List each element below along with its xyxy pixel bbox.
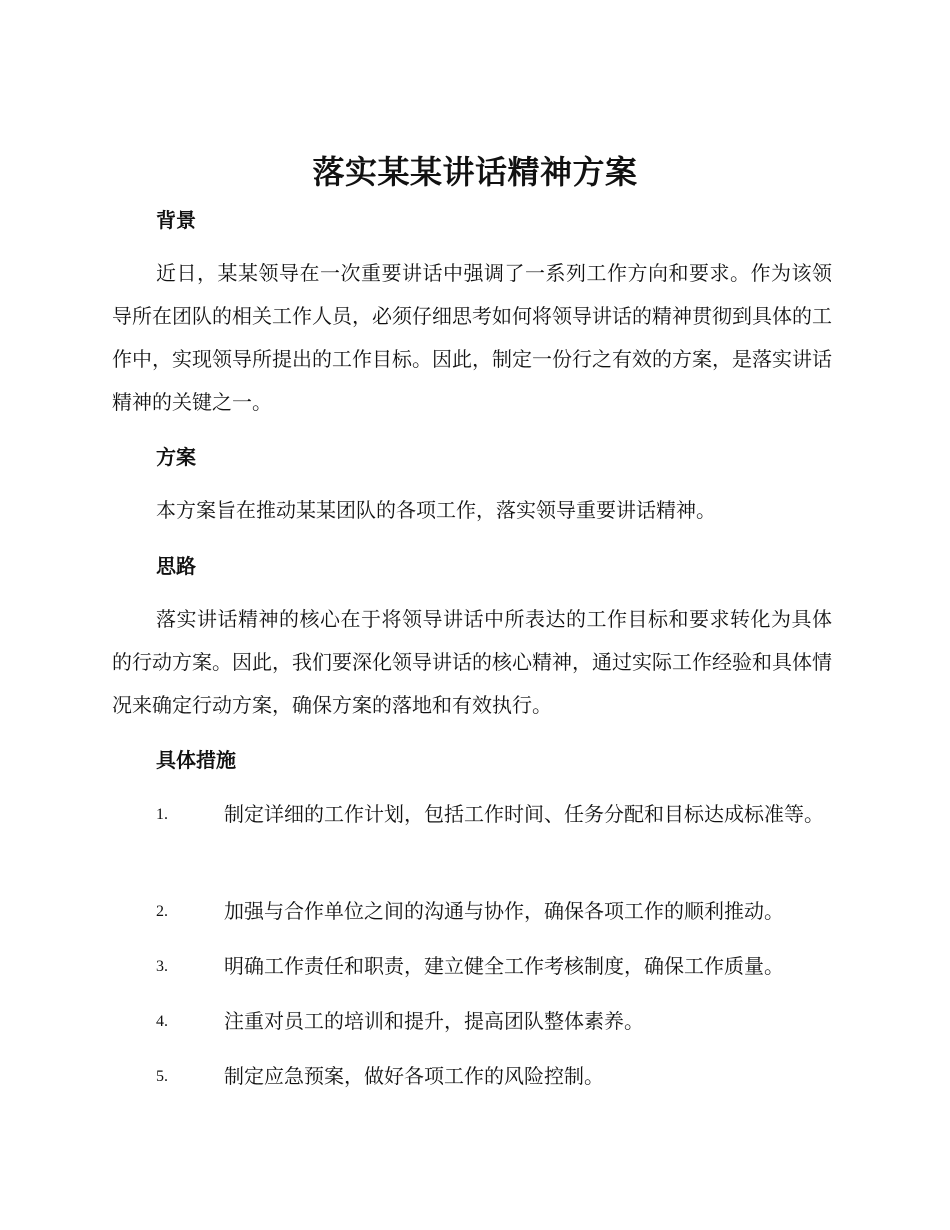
list-item [112, 793, 832, 836]
list-item-number: 2. [156, 903, 168, 920]
document-title: 落实某某讲话精神方案 [312, 153, 638, 191]
list-item-number: 5. [156, 1068, 168, 1085]
list-item [112, 890, 832, 933]
list-item-text: 制定应急预案，做好各项工作的风险控制。 [224, 1064, 604, 1088]
section-heading-approach: 思路 [156, 554, 196, 578]
paragraph-plan: 本方案旨在推动某某团队的各项工作，落实领导重要讲话精神。 [156, 498, 716, 522]
list-item-text: 明确工作责任和职责，建立健全工作考核制度，确保工作质量。 [224, 954, 784, 978]
list-item-number: 4. [156, 1013, 168, 1030]
section-heading-plan: 方案 [156, 445, 196, 469]
list-item [112, 1000, 832, 1043]
section-heading-background: 背景 [156, 208, 196, 232]
section-heading-measures: 具体措施 [156, 748, 236, 772]
list-item [112, 945, 832, 988]
list-item-text: 制定详细的工作计划，包括工作时间、任务分配和目标达成标准等。 [224, 802, 824, 826]
list-item-text: 加强与合作单位之间的沟通与协作，确保各项工作的顺利推动。 [224, 899, 784, 923]
list-item [112, 1055, 832, 1098]
paragraph-background: 近日，某某领导在一次重要讲话中强调了一系列工作方向和要求。作为该领导所在团队的相关工作人员，必须仔细思考如何将领导讲话的精神贯彻到具体的工作中，实现领导所提出的工作目标。因此，制定一份行之有效的方案，是落实讲话精神的关键之一。 [112, 261, 832, 414]
list-item-number: 1. [156, 806, 168, 823]
list-item-text: 注重对员工的培训和提升，提高团队整体素养。 [224, 1009, 644, 1033]
list-item-number: 3. [156, 958, 168, 975]
paragraph-approach: 落实讲话精神的核心在于将领导讲话中所表达的工作目标和要求转化为具体的行动方案。因此，我们要深化领导讲话的核心精神，通过实际工作经验和具体情况来确定行动方案，确保方案的落地和有效执行。 [112, 607, 832, 717]
